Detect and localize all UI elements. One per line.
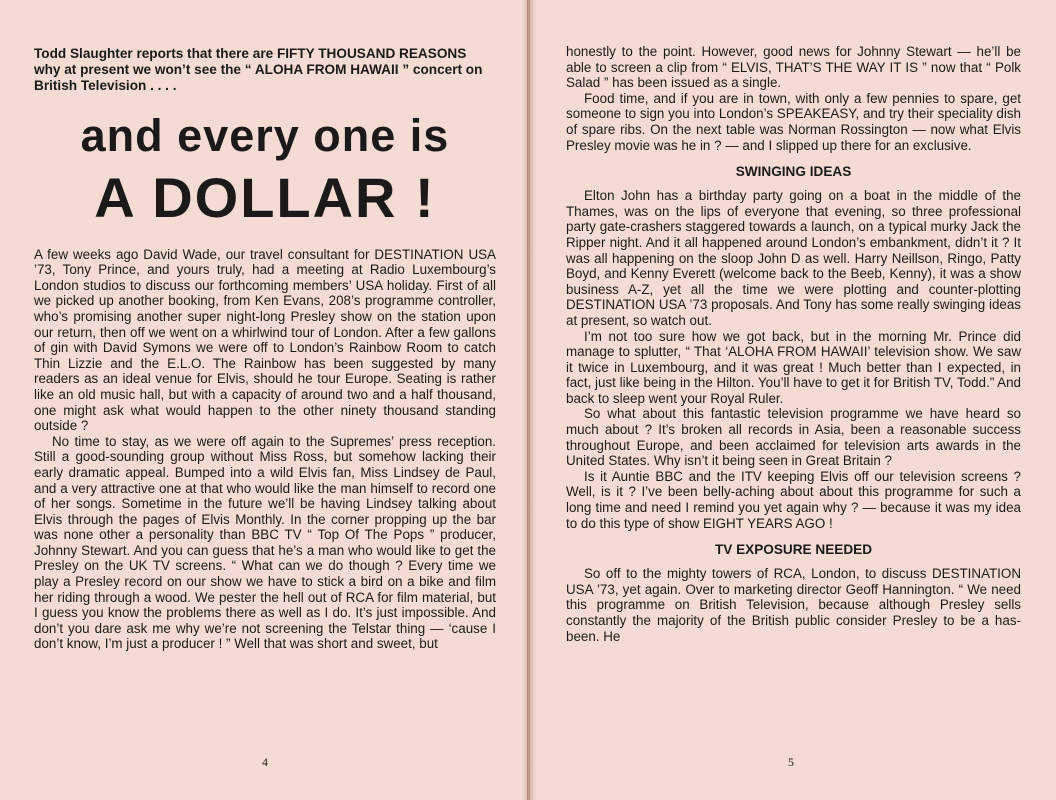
right-column	[566, 44, 1021, 644]
body-paragraph: honestly to the point. However, good news for Johnny Stewart — he’ll be able to screen a clip from “ ELVIS, THAT’S THE WAY IT IS ” now that “ Polk Salad ” has been issued as a single.	[566, 44, 1021, 91]
headline-line-2: A DOLLAR !	[94, 165, 436, 229]
body-paragraph: Food time, and if you are in town, with only a few pennies to spare, get someone to sign you into London’s SPEAKEASY, and try their speciality dish of spare ribs. On the next table was Norman Rossington — now what Elvis Presley movie was he in ? — and I slipped up there for an exclusive.	[566, 90, 1021, 153]
body-paragraph: So off to the mighty towers of RCA, London, to discuss DESTINATION USA ’73, yet again. Over to marketing director Geoff Hannington. “ We need this programme on British Television, because although Presley sells constantly the majority of the British public consider Presley to be a has-been. He	[566, 566, 1021, 644]
page-number: 4	[262, 755, 268, 769]
section-heading: SWINGING IDEAS	[735, 164, 852, 180]
body-paragraph: Is it Auntie BBC and the ITV keeping Elvis off our television screens ? Well, is it ? I’ve been belly-aching about about this programme for such a long time and need I remind you yet again why ? — because it was my idea to do this type of show EIGHT YEARS AGO !	[566, 468, 1021, 531]
body-paragraph: A few weeks ago David Wade, our travel consultant for DESTINATION USA ’73, Tony Prince, and yours truly, had a meeting at Radio Luxembourg’s London studios to discuss our forthcoming members’ USA holiday. First of all we picked up another booking, from Ken Evans, 208’s programme controller, who’s promising another super night-long Presley show on the station upon our return, then off we went on a whirlwind tour of London. After a few gallons of gin with David Symons we were off to London’s Rainbow Room to catch Thin Lizzie and the E.L.O. The Rainbow has been suggested by many readers as an ideal venue for Elvis, should he tour Europe. Seating is rather like an old music hall, but with a capacity of around two and a half thousand, one might ask what would happen to the other ninety thousand standing outside ?	[34, 246, 496, 434]
section-heading: TV EXPOSURE NEEDED	[714, 542, 873, 558]
book-gutter	[522, 0, 536, 800]
body-paragraph: No time to stay, as we were off again to the Supremes’ press reception. Still a good-sounding group without Miss Ross, but somehow lacking their early dramatic appeal. Bumped into a wild Elvis fan, Miss Lindsey de Paul, and a very attractive one at that who would like the man himself to record one of her songs. Sometime in the future we’ll be having Lindsey talking about Elvis through the pages of Elvis Monthly. In the corner propping up the bar was none other a personality than BBC TV “ Top Of The Pops ” producer, Johnny Stewart. And you can guess that he’s a man who would like to get the Presley on the UK TV screens. “ What can we do though ? Every time we play a Presley record on our show we have to stick a bird on a bike and film her riding through a wood. We pester the hell out of RCA for film material, but I guess you know the problems there as well as I do. It’s just impossible. And don’t you dare ask me why we’re not screening the Telstar thing — ‘cause I don’t know, I’m just a producer ! ” Well that was short and sweet, but	[34, 433, 496, 652]
body-paragraph: I’m not too sure how we got back, but in the morning Mr. Prince did manage to splutter, “ That ‘ALOHA FROM HAWAII’ television show. We saw it twice in Luxembourg, and it was great ! Much better than I expected, in fact, just like being in the Hilton. You’ll have to get it for British TV, Todd.” And back to sleep went your Royal Ruler.	[566, 328, 1021, 406]
left-column	[34, 38, 496, 652]
body-paragraph: So what about this fantastic television programme we have heard so much about ? It’s broken all records in Asia, been a reasonable success throughout Europe, and been acclaimed for television arts awards in the United States. Why isn’t it being seen in Great Britain ?	[566, 406, 1021, 469]
article-intro: Todd Slaughter reports that there are FIFTY THOUSAND REASONS why at present we won’t see the “ ALOHA FROM HAWAII ” concert on British Television . . . .	[34, 46, 483, 94]
body-paragraph: Elton John has a birthday party going on a boat in the middle of the Thames, was on the lips of everyone that evening, so three professional party gate-crashers staggered towards a launch, on a typical murky Jack the Ripper night. And it all happened around London’s embankment, didn’t it ? It was all happening on the sloop John D as well. Harry Neillson, Ringo, Patty Boyd, and Kenny Everett (welcome back to the Beeb, Kenny), it was a show business A-Z, yet all the time we were plotting and counter-plotting DESTINATION USA ’73 proposals. And Tony has some really swinging ideas at present, so watch out.	[566, 188, 1021, 328]
right-page	[530, 0, 1056, 800]
page-number: 5	[788, 755, 794, 769]
headline-line-1: and every one is	[80, 109, 450, 161]
